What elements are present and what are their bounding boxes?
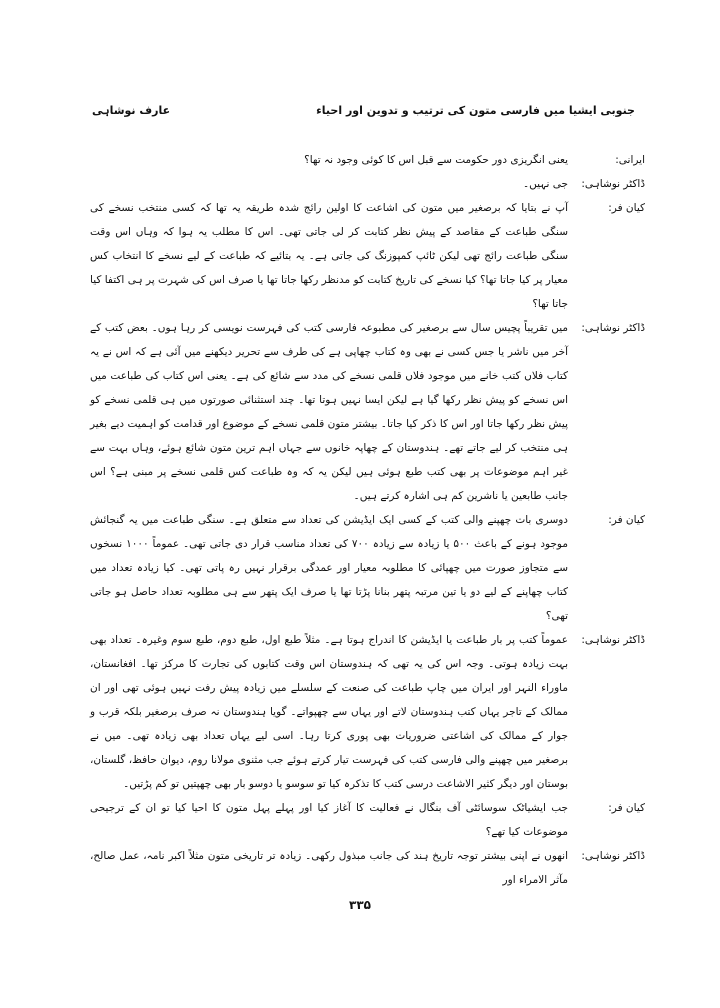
dialogue-text: دوسری بات چھپنے والی کتب کے کسی ایک ایڈیشن کی تعداد سے متعلق ہے۔ سنگی طباعت میں یہ گنجائش موجود ہونے کے باعث ۵۰۰ یا زیادہ سے زیادہ ۷۰۰ کی تعداد مناسب قرار دی جاتی تھی۔ عموماً ۱۰۰۰ نسخوں سے متجاوز صورت میں چھپائی کا مطلوبہ معیار اور عمدگی برقرار نہیں رہ پاتی تھی۔ کیا زیادہ تعداد میں کتاب چھاپنے کے لیے دو یا تین مرتبہ پتھر بنانا پڑتا تھا یا صرف ایک پتھر سے ہی مطلوبہ تعداد حاصل ہو جاتی تھی؟ bbox=[90, 514, 568, 622]
dialogue-text: میں تقریباً پچیس سال سے برصغیر کی مطبوعہ فارسی کتب کی فہرست نویسی کر رہا ہوں۔ بعض کتب کے آخر میں ناشر یا جس کسی نے بھی وہ کتاب چھاپی ہے کی طرف سے تحریر دیکھنے میں آئی ہے کہ اس نے یہ کتاب فلاں کتب خانے میں موجود فلاں قلمی نسخے کی مدد سے شائع کی ہے۔ یعنی اس کتاب کی طباعت میں اس نسخے کو پیش نظر رکھا گیا ہے لیکن ایسا نہیں ہوتا تھا۔ چند استثنائی صورتوں میں ہی قلمی نسخے کو پیش نظر رکھا جاتا اور اس کا ذکر کیا جاتا۔ بیشتر متون قلمی نسخے کے موضوع اور قدامت کو اہمیت دیے بغیر ہی منتخب کر لیے جاتے تھے۔ ہندوستان کے چھاپہ خانوں سے جہاں اہم ترین متون شائع ہوئے، وہاں بہت سے غیر اہم موضوعات پر بھی کتب طبع ہوئی ہیں لیکن یہ کہ وہ طباعت کس قلمی نسخے پر مبنی ہے؟ اس جانب طابعین یا ناشرین کم ہی اشارہ کرتے ہیں۔ bbox=[90, 322, 568, 502]
dialogue-entry bbox=[90, 628, 645, 796]
speaker-label: کیان فر: bbox=[608, 514, 645, 526]
dialogue-entry bbox=[90, 172, 645, 196]
dialogue-entry bbox=[90, 796, 645, 844]
dialogue-text: آپ نے بتایا کہ برصغیر میں متون کی اشاعت کا اولین رائج شدہ طریقہ یہ تھا کہ کسی منتخب نسخے کی سنگی طباعت کے مقاصد کے پیش نظر کتابت کر لی جاتی تھی۔ اس کا مطلب یہ ہوا کہ وہاں اس وقت سنگی طباعت رائج تھی لیکن ٹائپ کمپوزنگ کی جاتی ہے۔ یہ بتائیے کہ طباعت کے لیے نسخے کا انتخاب کس معیار پر کیا جاتا تھا؟ کیا نسخے کی تاریخ کتابت کو مدنظر رکھا جاتا تھا یا صرف اس کی شہرت پر ہی اکتفا کیا جاتا تھا؟ bbox=[90, 202, 568, 310]
dialogue-entry bbox=[90, 196, 645, 316]
dialogue-entry bbox=[90, 844, 645, 892]
speaker-label: کیان فر: bbox=[608, 202, 645, 214]
speaker-label: ڈاکٹر نوشاہی: bbox=[581, 634, 645, 646]
dialogue-text: یعنی انگریزی دور حکومت سے قبل اس کا کوئی وجود نہ تھا؟ bbox=[304, 154, 568, 166]
dialogue-body bbox=[90, 148, 645, 892]
speaker-label: ڈاکٹر نوشاہی: bbox=[581, 850, 645, 862]
running-header-author: عارف نوشاہی bbox=[92, 104, 171, 117]
dialogue-text: جب ایشیاٹک سوسائٹی آف بنگال نے فعالیت کا آغاز کیا اور پہلے پہل متون کا احیا کیا تو ان کے ترجیحی موضوعات کیا تھے؟ bbox=[90, 802, 568, 838]
speaker-label: کیان فر: bbox=[608, 802, 645, 814]
dialogue-entry bbox=[90, 508, 645, 628]
dialogue-text: جی نہیں۔ bbox=[523, 178, 568, 190]
speaker-label: ڈاکٹر نوشاہی: bbox=[581, 322, 645, 334]
speaker-label: ڈاکٹر نوشاہی: bbox=[581, 178, 645, 190]
dialogue-entry bbox=[90, 316, 645, 508]
speaker-label: ایرانی: bbox=[615, 154, 645, 166]
dialogue-text: انھوں نے اپنی بیشتر توجہ تاریخ ہند کی جانب مبذول رکھی۔ زیادہ تر تاریخی متون مثلاً اکبر نامہ، عمل صالح، مآثر الامراء اور bbox=[90, 850, 568, 886]
page-number: ۳۳۵ bbox=[349, 898, 371, 912]
running-header-title: جنوبی ایشیا میں فارسی متون کی ترتیب و تدوین اور احیاء bbox=[316, 104, 635, 117]
dialogue-text: عموماً کتب پر بار طباعت یا ایڈیشن کا اندراج ہوتا ہے۔ مثلاً طبع اول، طبع دوم، طبع سوم وغیرہ۔ تعداد بھی بہت زیادہ ہوتی۔ وجہ اس کی یہ تھی کہ ہندوستان اس وقت کتابوں کی تجارت کا مرکز تھا۔ افغانستان، ماوراء النہر اور ایران میں چاپ طباعت کی صنعت کے سلسلے میں زیادہ پیش رفت نہیں ہوئی تھی اور ان ممالک کے تاجر یہاں کتب ہندوستان لاتے اور یہاں سے چھپواتے۔ گویا ہندوستان نہ صرف برصغیر بلکہ قرب و جوار کے ممالک کی اشاعتی ضروریات بھی پوری کرتا رہا۔ اسی لیے یہاں تعداد بھی زیادہ تھی۔ میں نے برصغیر میں چھپنے والی فارسی کتب کی فہرست تیار کرتے ہوئے جب مثنوی مولانا روم، دیوان حافظ، گلستان، بوستان اور دیگر کثیر الاشاعت درسی کتب کا تذکرہ کیا تو سوسو یا دوسو بار بھی چھپتیں تو کم پڑتیں۔ bbox=[90, 634, 568, 790]
dialogue-entry bbox=[90, 148, 645, 172]
